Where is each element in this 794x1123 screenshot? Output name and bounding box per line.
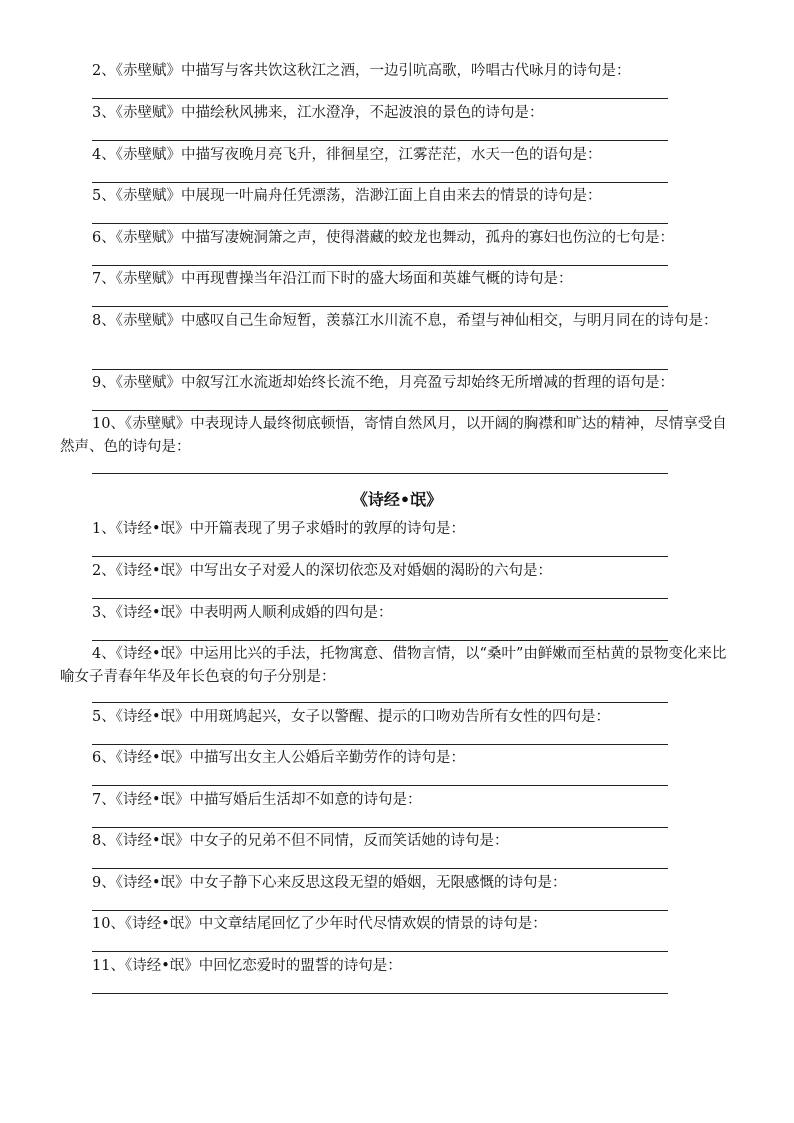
- question-8: 8、《赤壁赋》中感叹自己生命短暂，羡慕江水川流不息，希望与神仙相交，与明月同在的诗句是：: [92, 313, 718, 329]
- answer-line-mang-4[interactable]: [92, 702, 668, 703]
- answer-line-mang-7[interactable]: [92, 827, 668, 828]
- question-mang-1: 1、《诗经•氓》中开篇表现了男子求婚时的敦厚的诗句是：: [92, 521, 466, 537]
- question-6: 6、《赤壁赋》中描写凄婉洞箫之声，使得潜藏的蛟龙也舞动，孤舟的寡妇也伤泣的七句是：: [92, 230, 674, 246]
- answer-line-8[interactable]: [92, 369, 668, 370]
- question-mang-2: 2、《诗经•氓》中写出女子对爱人的深切依恋及对婚姻的渴盼的六句是：: [92, 563, 553, 579]
- question-mang-4: 4、《诗经•氓》中运用比兴的手法，托物寓意、借物言情，以“桑叶”由鲜嫩而至枯黄的景物变化来比喻女子青春年华及年长色衰的句子分别是：: [60, 646, 727, 685]
- question-2: 2、《赤壁赋》中描写与客共饮这秋江之酒，一边引吭高歌，吟唱古代咏月的诗句是：: [92, 63, 631, 79]
- question-10: 10、《赤壁赋》中表现诗人最终彻底顿悟，寄情自然风月，以开阔的胸襟和旷达的精神，尽情享受自然声、色的诗句是：: [60, 416, 727, 455]
- answer-line-4[interactable]: [92, 182, 668, 183]
- answer-line-9[interactable]: [92, 410, 668, 411]
- answer-line-mang-5[interactable]: [92, 744, 668, 745]
- question-mang-5: 5、《诗经•氓》中用斑鸠起兴，女子以警醒、提示的口吻劝告所有女性的四句是：: [92, 709, 611, 725]
- answer-line-3[interactable]: [92, 140, 668, 141]
- question-7: 7、《赤壁赋》中再现曹操当年沿江而下时的盛大场面和英雄气概的诗句是：: [92, 271, 573, 287]
- answer-line-2[interactable]: [92, 98, 668, 99]
- answer-line-mang-6[interactable]: [92, 785, 668, 786]
- question-4: 4、《赤壁赋》中描写夜晚月亮飞升，徘徊星空，江雾茫茫，水天一色的语句是：: [92, 147, 602, 163]
- question-mang-3: 3、《诗经•氓》中表明两人顺利成婚的四句是：: [92, 605, 393, 621]
- answer-line-7[interactable]: [92, 306, 668, 307]
- answer-line-mang-8[interactable]: [92, 868, 668, 869]
- answer-line-mang-11[interactable]: [92, 993, 668, 994]
- answer-line-6[interactable]: [92, 265, 668, 266]
- question-3: 3、《赤壁赋》中描绘秋风拂来，江水澄净，不起波浪的景色的诗句是：: [92, 105, 544, 121]
- answer-line-mang-2[interactable]: [92, 598, 668, 599]
- answer-line-mang-9[interactable]: [92, 910, 668, 911]
- question-9: 9、《赤壁赋》中叙写江水流逝却始终长流不绝，月亮盈亏却始终无所增减的哲理的语句是：: [92, 375, 674, 391]
- question-mang-11: 11、《诗经•氓》中回忆恋爱时的盟誓的诗句是：: [92, 958, 402, 974]
- answer-line-mang-3[interactable]: [92, 640, 668, 641]
- question-5: 5、《赤壁赋》中展现一叶扁舟任凭漂荡，浩渺江面上自由来去的情景的诗句是：: [92, 188, 602, 204]
- question-mang-8: 8、《诗经•氓》中女子的兄弟不但不同情，反而笑话她的诗句是：: [92, 833, 509, 849]
- question-mang-9: 9、《诗经•氓》中女子静下心来反思这段无望的婚姻，无限感慨的诗句是：: [92, 875, 567, 891]
- question-mang-10: 10、《诗经•氓》中文章结尾回忆了少年时代尽情欢娱的情景的诗句是：: [92, 916, 547, 932]
- section-title: 《诗经•氓》: [351, 490, 443, 509]
- question-mang-6: 6、《诗经•氓》中描写出女主人公婚后辛勤劳作的诗句是：: [92, 750, 466, 766]
- answer-line-5[interactable]: [92, 223, 668, 224]
- answer-line-mang-10[interactable]: [92, 951, 668, 952]
- question-mang-7: 7、《诗经•氓》中描写婚后生活却不如意的诗句是：: [92, 792, 422, 808]
- answer-line-10[interactable]: [92, 473, 668, 474]
- answer-line-mang-1[interactable]: [92, 556, 668, 557]
